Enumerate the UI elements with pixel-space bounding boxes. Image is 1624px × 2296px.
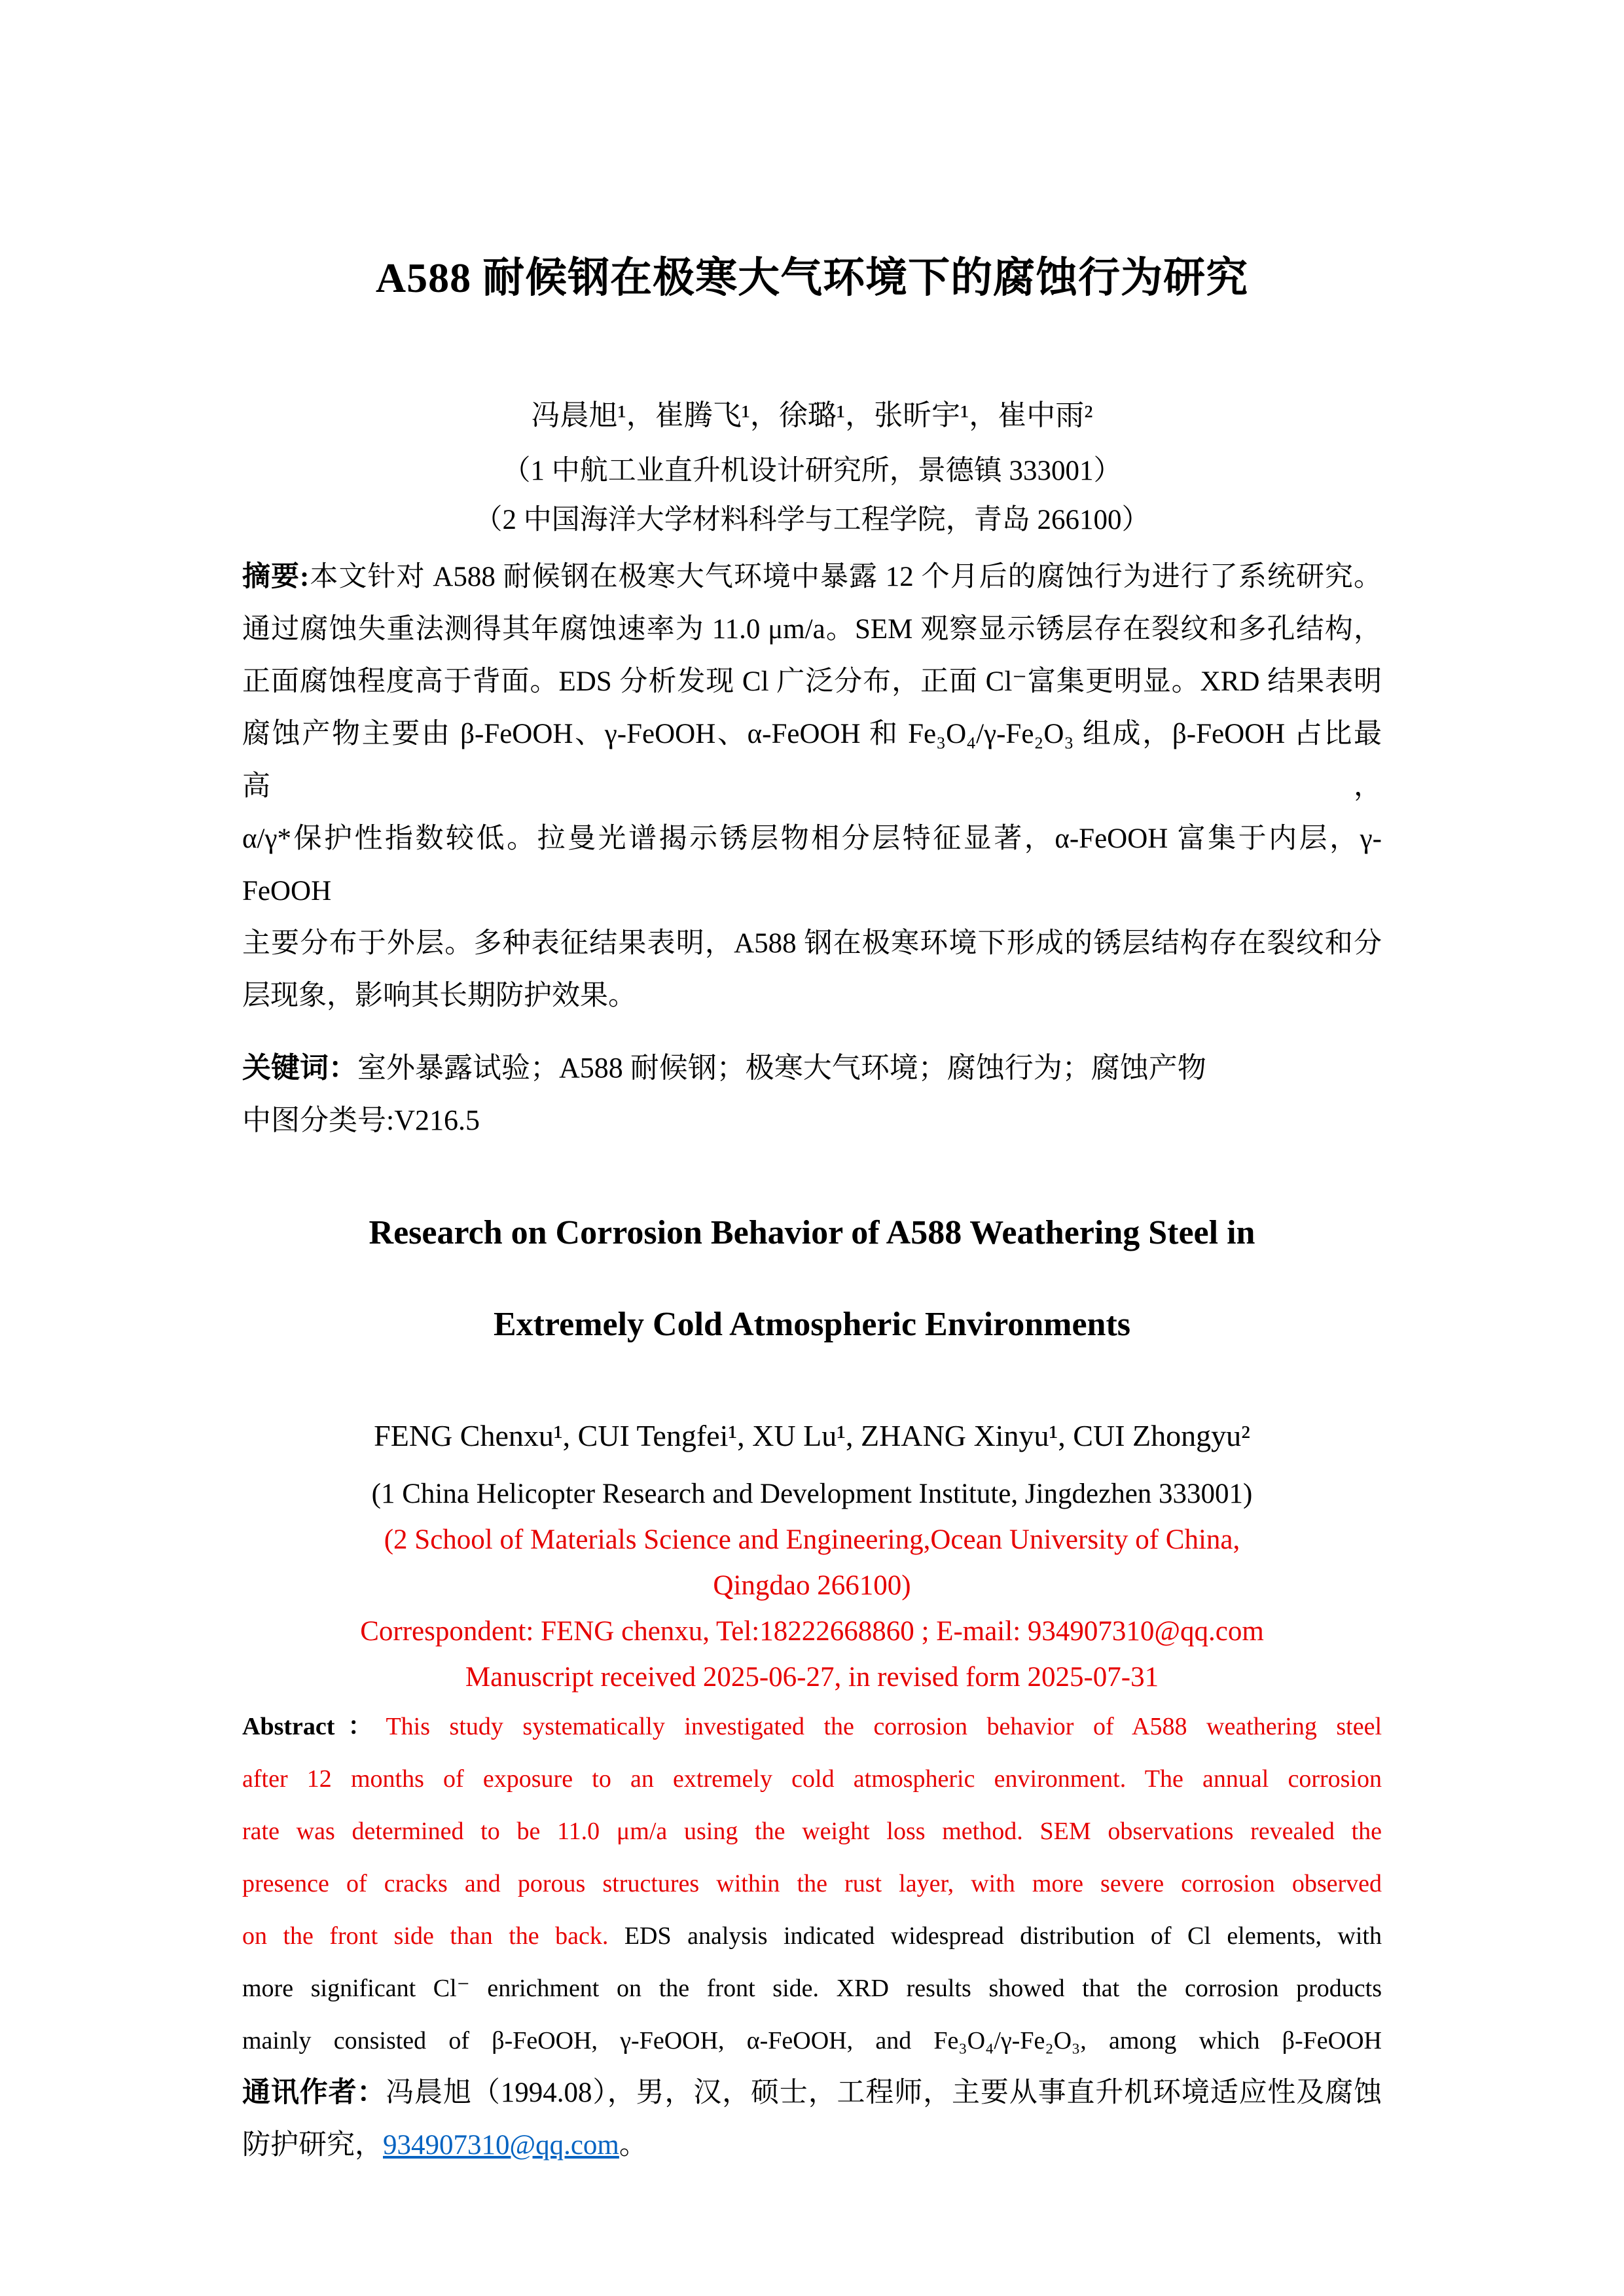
text-segment: 正面腐蚀程度高于背面。EDS 分析发现 Cl 广泛分布，正面 Cl⁻富集更明显。XRD 结果表明: [242, 666, 1382, 697]
text-segment: 通过腐蚀失重法测得其年腐蚀速率为 11.0 μm/a。SEM 观察显示锈层存在裂纹和多孔结构，: [242, 614, 1382, 645]
en-abstract-line: [242, 1962, 1382, 2015]
cn-keywords-text: [242, 1042, 1382, 1094]
en-paper-title-line-1: Research on Corrosion Behavior of A588 Weathering Steel in: [369, 1214, 1255, 1251]
cn-affiliation-2: （2 中国海洋大学材料科学与工程学院，青岛 266100）: [474, 505, 1150, 535]
cn-abstract-line: [242, 813, 1382, 918]
text-segment: This study systematically investigated the corrosion behavior of A588 weathering steel: [386, 1713, 1382, 1740]
en-abstract-line: [242, 1700, 1382, 1753]
cn-clc-number: 中图分类号:V216.5: [242, 1104, 480, 1136]
cn-abstract-line: [242, 708, 1382, 813]
en-affiliation-2-line-1: (2 School of Materials Science and Engineering,Ocean University of China,: [384, 1524, 1240, 1555]
text-segment: 冯晨旭（1994.08），男，汉，硕士，工程师，主要从事直升机环境适应性及腐蚀: [386, 2077, 1382, 2108]
corresponding-author-footnote: [242, 2067, 1382, 2172]
cn-abstract-paragraph: [242, 551, 1382, 1022]
text-segment: 防护研究，: [242, 2130, 383, 2161]
text-segment: 本文针对 A588 耐候钢在极寒大气环境中暴露 12 个月后的腐蚀行为进行了系统研究。: [309, 562, 1382, 592]
cn-keywords-line: [242, 1042, 1382, 1094]
text-segment: presence of cracks and porous structures within the rust layer, with more severe corrosion observed: [242, 1870, 1382, 1897]
text-segment: on the front side than the back.: [242, 1922, 609, 1950]
en-paper-title-line-2: Extremely Cold Atmospheric Environments: [493, 1306, 1131, 1343]
text-segment: after 12 months of exposure to an extremely cold atmospheric environment. The annual corrosion: [242, 1765, 1382, 1793]
text-segment: rate was determined to be 11.0 μm/a using the weight loss method. SEM observations revealed the: [242, 1818, 1382, 1845]
en-abstract-line: [242, 1805, 1382, 1857]
text-segment: 主要分布于外层。多种表征结果表明，A588 钢在极寒环境下形成的锈层结构存在裂纹和分: [242, 928, 1382, 959]
en-abstract-line: [242, 1910, 1382, 1962]
cn-abstract-line: [242, 656, 1382, 708]
en-abstract-line: [242, 2015, 1382, 2067]
cn-author-line: 冯晨旭¹，崔腾飞¹，徐璐¹，张昕宇¹，崔中雨²: [531, 399, 1093, 431]
cn-paper-title: A588 耐候钢在极寒大气环境下的腐蚀行为研究: [375, 255, 1249, 301]
text-segment: 层现象，影响其长期防护效果。: [242, 980, 636, 1011]
en-author-line: FENG Chenxu¹, CUI Tengfei¹, XU Lu¹, ZHANG Xinyu¹, CUI Zhongyu²: [374, 1419, 1250, 1452]
footnote-line: [242, 2067, 1382, 2119]
text-segment: 摘要:: [242, 562, 310, 592]
en-affiliation-1: (1 China Helicopter Research and Development Institute, Jingdezhen 333001): [371, 1479, 1253, 1509]
en-abstract-line: [242, 1753, 1382, 1805]
text-segment: EDS analysis indicated widespread distribution of Cl elements, with: [608, 1922, 1382, 1950]
en-correspondent-line: Correspondent: FENG chenxu, Tel:18222668860 ; E-mail: 934907310@qq.com: [360, 1616, 1264, 1647]
text-segment: 。: [619, 2130, 647, 2161]
en-affiliation-2-line-2: Qingdao 266100): [713, 1570, 911, 1601]
text-segment: 通讯作者：: [242, 2077, 386, 2108]
cn-abstract-line: [242, 551, 1382, 603]
text-segment: 腐蚀产物主要由 β-FeOOH、γ-FeOOH、α-FeOOH 和 Fe₃O₄/γ-Fe₂O₃ 组成，β-FeOOH 占比最高，: [242, 719, 1382, 802]
text-segment: mainly consisted of β-FeOOH, γ-FeOOH, α-FeOOH, and Fe₃O₄/γ-Fe₂O₃, among which β-FeOOH: [242, 2027, 1382, 2054]
text-segment: 室外暴露试验；A588 耐候钢；极寒大气环境；腐蚀行为；腐蚀产物: [357, 1052, 1206, 1084]
text-segment: more significant Cl⁻ enrichment on the front side. XRD results showed that the corrosion products: [242, 1975, 1382, 2002]
en-paper-title: [242, 1187, 1382, 1371]
footnote-line: [242, 2119, 1382, 2172]
text-segment: α/γ*保护性指数较低。拉曼光谱揭示锈层物相分层特征显著，α-FeOOH 富集于内层，γ-FeOOH: [242, 823, 1382, 906]
email-link[interactable]: 934907310@qq.com: [383, 2130, 619, 2161]
en-manuscript-dates-line: Manuscript received 2025-06-27, in revised form 2025-07-31: [465, 1662, 1159, 1693]
text-segment: Abstract：: [242, 1713, 386, 1740]
cn-abstract-line: [242, 970, 1382, 1022]
en-abstract-paragraph: [242, 1700, 1382, 2067]
text-segment: 关键词：: [242, 1052, 357, 1084]
cn-abstract-line: [242, 603, 1382, 656]
cn-abstract-line: [242, 918, 1382, 970]
en-abstract-line: [242, 1857, 1382, 1910]
cn-affiliation-1: （1 中航工业直升机设计研究所，景德镇 333001）: [502, 456, 1122, 486]
